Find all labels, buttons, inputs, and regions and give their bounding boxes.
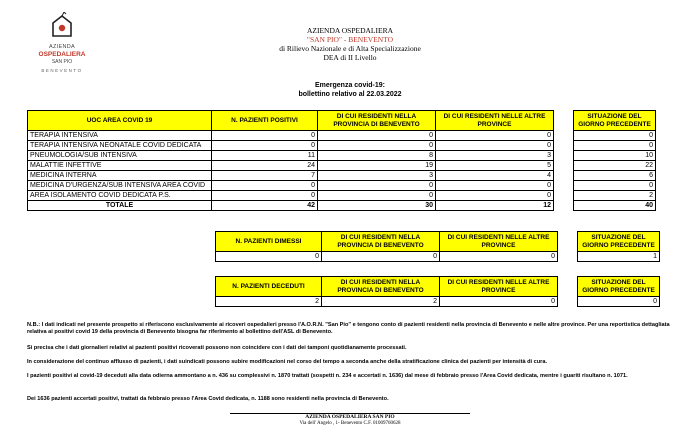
col-header-dimessi: N. PAZIENTI DIMESSI <box>216 232 322 252</box>
cell-prec: 10 <box>574 151 656 161</box>
total-row <box>28 201 656 211</box>
main-table-header <box>28 111 656 131</box>
total-prec: 40 <box>574 201 656 211</box>
cell-altre: 5 <box>436 161 554 171</box>
col-header-bn: DI CUI RESIDENTI NELLA PROVINCIA DI BENEVENTO <box>322 277 440 297</box>
cell-dimessi: 0 <box>216 252 322 262</box>
col-header-prec: SITUAZIONE DEL GIORNO PRECEDENTE <box>578 232 660 252</box>
cell-bn: 0 <box>318 131 436 141</box>
cell-positivi: 7 <box>212 171 318 181</box>
hospital-logo <box>22 12 102 80</box>
dimessi-header <box>216 232 660 252</box>
logo-text-4: BENEVENTO <box>41 68 83 73</box>
hospital-logo-icon <box>50 12 74 40</box>
row-label: TERAPIA INTENSIVA NEONATALE COVID DEDICATA <box>28 141 212 151</box>
col-header-uoc: UOC AREA COVID 19 <box>28 111 212 131</box>
cell-bn: 2 <box>322 297 440 307</box>
table-row <box>28 171 656 181</box>
deceduti-header <box>216 277 660 297</box>
table-row <box>28 141 656 151</box>
cell-prec: 1 <box>578 252 660 262</box>
col-header-prec: SITUAZIONE DEL GIORNO PRECEDENTE <box>574 111 656 131</box>
cell-prec: 2 <box>574 191 656 201</box>
spacer-cell <box>554 191 574 201</box>
header-line-1: AZIENDA OSPEDALIERA <box>306 26 394 35</box>
cell-bn: 8 <box>318 151 436 161</box>
spacer-cell <box>554 201 574 211</box>
cell-positivi: 0 <box>212 131 318 141</box>
cell-positivi: 0 <box>212 141 318 151</box>
spacer-cell <box>558 297 578 307</box>
logo-text-1: AZIENDA <box>49 44 75 50</box>
logo-text-3: SAN PIO <box>51 59 73 65</box>
header-line-2: "SAN PIO" - BENEVENTO <box>306 35 394 44</box>
cell-altre: 0 <box>436 141 554 151</box>
cell-bn: 3 <box>318 171 436 181</box>
spacer-cell <box>558 232 578 252</box>
footer-address: Via dell' Angelo , 1- Benevento C.F. 01009760628 <box>299 421 401 426</box>
cell-prec: 6 <box>574 171 656 181</box>
main-table <box>27 110 656 211</box>
table-row <box>216 252 660 262</box>
spacer-cell <box>554 171 574 181</box>
footer-org: AZIENDA OSPEDALIERA SAN PIO <box>305 414 395 420</box>
cell-prec: 0 <box>574 181 656 191</box>
cell-altre: 0 <box>436 191 554 201</box>
cell-altre: 3 <box>436 151 554 161</box>
cell-positivi: 0 <box>212 191 318 201</box>
col-header-altre: DI CUI RESIDENTI NELLE ALTRE PROVINCE <box>440 277 558 297</box>
col-header-deceduti: N. PAZIENTI DECEDUTI <box>216 277 322 297</box>
table-row <box>28 191 656 201</box>
cell-bn: 0 <box>318 181 436 191</box>
note-accertati: Dei 1636 pazienti accertati positivi, trattati da febbraio presso l'Area Covid dedicata, n. 1188 sono residenti nella provincia di Benevento. <box>27 396 389 402</box>
cell-positivi: 11 <box>212 151 318 161</box>
cell-altre: 0 <box>440 297 558 307</box>
row-label: MEDICINA D'URGENZA/SUB INTENSIVA AREA COVID <box>28 181 212 191</box>
deceduti-table <box>215 276 660 307</box>
table-row <box>216 297 660 307</box>
cell-prec: 22 <box>574 161 656 171</box>
total-positivi: 42 <box>212 201 318 211</box>
row-label: MEDICINA INTERNA <box>28 171 212 181</box>
total-altre: 12 <box>436 201 554 211</box>
row-label: AREA ISOLAMENTO COVID DEDICATA P.S. <box>28 191 212 201</box>
table-row <box>28 131 656 141</box>
cell-bn: 19 <box>318 161 436 171</box>
spacer-cell <box>554 181 574 191</box>
cell-prec: 0 <box>574 131 656 141</box>
spacer-cell <box>554 131 574 141</box>
header-line-3: di Rilievo Nazionale e di Alta Specializzazione <box>279 44 421 53</box>
note-nb: N.B.: I dati indicati nel presente prospetto si riferiscono esclusivamente ai ricoveri ospedalieri presso l'A.O.R.N. "San Pio" e tengono conto di pazienti residenti nella provincia di Benevento e nelle altre province. Per una reportistica dettagliata relativa ai positivi covid 19 della provincia di Benevento bisogna far riferimento al bollettino dell'ASL di Benevento. <box>27 322 670 336</box>
col-header-prec: SITUAZIONE DEL GIORNO PRECEDENTE <box>578 277 660 297</box>
cell-prec: 0 <box>578 297 660 307</box>
col-header-altre: DI CUI RESIDENTI NELLE ALTRE PROVINCE <box>440 232 558 252</box>
spacer-cell <box>554 151 574 161</box>
total-label: TOTALE <box>28 201 212 211</box>
col-header-positivi: N. PAZIENTI POSITIVI <box>212 111 318 131</box>
cell-bn: 0 <box>318 141 436 151</box>
bulletin-date: bollettino relativo al 22.03.2022 <box>298 91 402 98</box>
col-header-bn: DI CUI RESIDENTI NELLA PROVINCIA DI BENEVENTO <box>322 232 440 252</box>
spacer-cell <box>554 111 574 131</box>
cell-bn: 0 <box>318 191 436 201</box>
spacer-cell <box>558 252 578 262</box>
cell-bn: 0 <box>322 252 440 262</box>
spacer-cell <box>554 141 574 151</box>
note-precisazione: Si precisa che i dati giornalieri relativi ai pazienti positivi ricoverati possono non coincidere con i dati dei tamponi quotidianamente processati. <box>27 345 407 351</box>
cell-altre: 0 <box>436 181 554 191</box>
table-row <box>28 181 656 191</box>
table-row <box>28 161 656 171</box>
row-label: TERAPIA INTENSIVA <box>28 131 212 141</box>
cell-positivi: 24 <box>212 161 318 171</box>
table-row <box>28 151 656 161</box>
spacer-cell <box>558 277 578 297</box>
logo-text-2: OSPEDALIERA <box>38 51 86 58</box>
note-deceduti: I pazienti positivi al covid-19 deceduti alla data odierna ammontano a n. 436 su complessivi n. 1870 trattati (sospetti n. 234 e accertati n. 1636) dal mese di febbraio presso l'Area Covid dedicata, mentre i guariti risultano n. 1071. <box>27 373 628 379</box>
dimessi-table <box>215 231 660 262</box>
spacer-cell <box>554 161 574 171</box>
bulletin-title: Emergenza covid-19: <box>314 82 386 89</box>
row-label: MALATTIE INFETTIVE <box>28 161 212 171</box>
cell-prec: 0 <box>574 141 656 151</box>
cell-altre: 0 <box>436 131 554 141</box>
row-label: PNEUMOLOGIA/SUB INTENSIVA <box>28 151 212 161</box>
note-considerazione: In considerazione del continuo afflusso di pazienti, i dati suindicati possono subire modificazioni nel corso del tempo a seconda anche della stratificazione clinica dei pazienti per intensità di cura. <box>27 359 548 365</box>
col-header-altre: DI CUI RESIDENTI NELLE ALTRE PROVINCE <box>436 111 554 131</box>
cell-positivi: 0 <box>212 181 318 191</box>
cell-altre: 4 <box>436 171 554 181</box>
header-line-4: DEA di II Livello <box>323 53 377 62</box>
cell-deceduti: 2 <box>216 297 322 307</box>
cell-altre: 0 <box>440 252 558 262</box>
total-bn: 30 <box>318 201 436 211</box>
col-header-bn: DI CUI RESIDENTI NELLA PROVINCIA DI BENEVENTO <box>318 111 436 131</box>
